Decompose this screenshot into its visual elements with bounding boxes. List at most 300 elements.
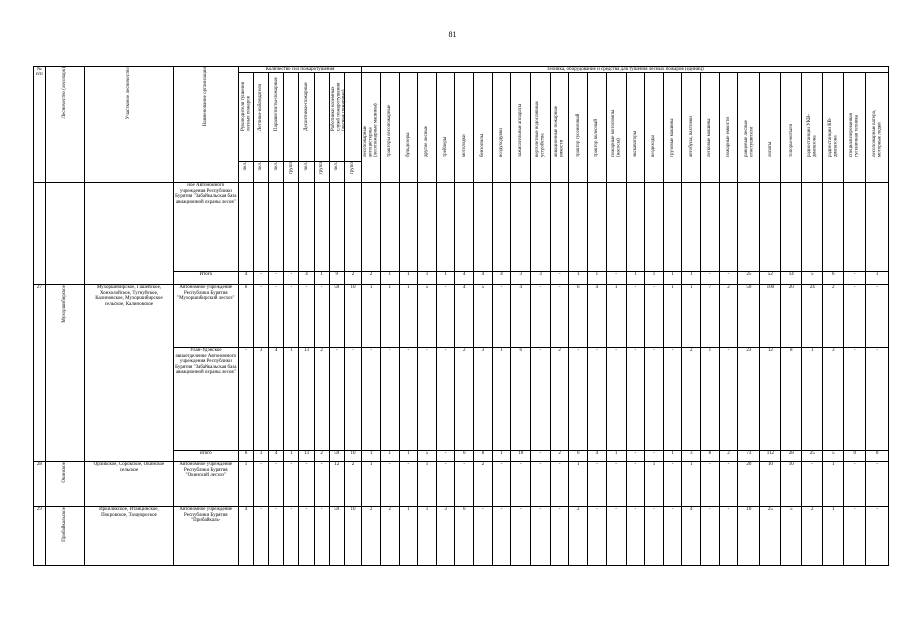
- value-cell: 1: [380, 285, 399, 348]
- value-cell: -: [329, 348, 344, 451]
- value-cell: -: [492, 507, 511, 566]
- header-unit: [269, 162, 284, 183]
- value-cell: -: [626, 285, 645, 348]
- header-num: [34, 67, 46, 183]
- value-cell: [626, 183, 645, 272]
- row-number: 28: [34, 462, 46, 507]
- header-district: [85, 67, 173, 183]
- header-unit: [254, 162, 269, 183]
- value-cell: -: [866, 348, 889, 451]
- header-equipment-col-text: топоры-мотыги: [788, 123, 794, 157]
- value-cell: 1: [492, 348, 511, 451]
- value-cell: -: [284, 462, 299, 507]
- header-equipment-col-text: вездеходы: [651, 135, 657, 157]
- value-cell: 10: [738, 507, 760, 566]
- header-equipment-col: [569, 73, 588, 183]
- header-equipment-col: [738, 73, 760, 183]
- value-cell: 1: [380, 451, 399, 462]
- value-cell: -: [645, 451, 664, 462]
- header-equipment-col: [455, 73, 474, 183]
- value-cell: [588, 183, 607, 272]
- value-cell: 25: [760, 507, 781, 566]
- value-cell: 1: [663, 285, 682, 348]
- value-cell: 3: [531, 272, 551, 285]
- value-cell: 24: [802, 285, 823, 348]
- value-cell: [738, 183, 760, 272]
- value-cell: 1: [399, 451, 418, 462]
- value-cell: 3: [682, 451, 701, 462]
- header-equipment-col: [588, 73, 607, 183]
- header-equipment-col-text: бульдозеры: [405, 132, 411, 157]
- value-cell: [550, 183, 569, 272]
- value-cell: [474, 183, 493, 272]
- value-cell: 4: [492, 272, 511, 285]
- value-cell: 1: [380, 272, 399, 285]
- header-force-col: [269, 73, 284, 162]
- value-cell: -: [299, 507, 314, 566]
- header-equipment-col-text: специализированная гусеничная техника: [849, 112, 860, 157]
- value-cell: -: [645, 348, 664, 451]
- value-cell: 2: [314, 451, 329, 462]
- header-equipment-col-text: грузовые машины: [669, 118, 675, 157]
- district-cell: [85, 183, 173, 285]
- value-cell: [823, 183, 844, 272]
- value-cell: -: [645, 285, 664, 348]
- value-cell: 1: [663, 272, 682, 285]
- value-cell: [329, 183, 344, 272]
- header-equipment-col: [701, 73, 720, 183]
- value-cell: 6: [569, 451, 588, 462]
- header-equipment-col: [645, 73, 664, 183]
- forestry-name: Прибайкальское: [62, 507, 68, 543]
- header-equipment-col: [719, 73, 738, 183]
- value-cell: 1: [238, 462, 253, 507]
- value-cell: [314, 183, 329, 272]
- value-cell: [269, 183, 284, 272]
- value-cell: 1: [362, 285, 381, 348]
- header-forestry-text: Лесничество (лесопарк): [62, 67, 68, 119]
- value-cell: -: [719, 462, 738, 507]
- value-cell: -: [719, 348, 738, 451]
- value-cell: 2: [474, 462, 493, 507]
- value-cell: 2: [344, 462, 362, 507]
- header-force-col-text: Парашютисты-пожарные: [273, 77, 279, 132]
- header-equipment-col-text: трактор колесный: [594, 118, 600, 157]
- header-equipment-col: [492, 73, 511, 183]
- header-unit-text: чел.: [258, 162, 264, 171]
- header-equipment-col-text: ранцевые лесные огнетушители: [743, 120, 754, 157]
- value-cell: -: [626, 507, 645, 566]
- value-cell: [254, 183, 269, 272]
- value-cell: 6: [569, 285, 588, 348]
- value-cell: [284, 183, 299, 272]
- value-cell: 2: [802, 507, 823, 566]
- value-cell: -: [436, 462, 455, 507]
- value-cell: 20: [738, 462, 760, 507]
- value-cell: 4: [511, 285, 531, 348]
- value-cell: 4: [455, 285, 474, 348]
- district-cell: Мухоршибирское, Гашейское, Хонхолойское, Тугнуйское, Калиновское, Мухоршибирское сельское, Калиновское: [85, 285, 173, 462]
- value-cell: 4: [682, 507, 701, 566]
- value-cell: -: [511, 507, 531, 566]
- header-equipment-col: [399, 73, 418, 183]
- value-cell: -: [380, 462, 399, 507]
- value-cell: 8: [701, 451, 720, 462]
- value-cell: 10: [344, 507, 362, 566]
- header-equipment-col-text: автобусы, вахтовки: [688, 115, 694, 157]
- table-row: [34, 285, 889, 348]
- value-cell: -: [844, 507, 866, 566]
- value-cell: -: [531, 348, 551, 451]
- value-cell: 59: [329, 507, 344, 566]
- value-cell: 3: [436, 507, 455, 566]
- header-equipment-col: [682, 73, 701, 183]
- value-cell: 2: [314, 348, 329, 451]
- value-cell: -: [626, 462, 645, 507]
- value-cell: 1: [606, 285, 626, 348]
- value-cell: -: [362, 348, 381, 451]
- value-cell: 1: [663, 451, 682, 462]
- value-cell: 73: [738, 451, 760, 462]
- value-cell: 12: [760, 348, 781, 451]
- org-cell: Автономное учреждение Республики Бурятия "Окинский лесхоз": [173, 462, 238, 507]
- org-cell: Автономное учреждение Республики Бурятия "Прибайкаль-: [173, 507, 238, 566]
- value-cell: 1: [626, 272, 645, 285]
- forestry-cell: [45, 462, 85, 507]
- value-cell: 1: [314, 272, 329, 285]
- value-cell: -: [531, 462, 551, 507]
- value-cell: -: [844, 348, 866, 451]
- header-equipment-col: [844, 73, 866, 183]
- org-cell: Улан-Удэнское авиаотделение Автономного учреждения Республики Бурятия "Забайкальская база авиационной охраны лесов": [173, 348, 238, 451]
- header-equipment-col-text: тракторы лесопожарные: [387, 104, 393, 157]
- value-cell: 4: [474, 272, 493, 285]
- value-cell: 3: [254, 451, 269, 462]
- header-equipment-group-text: Техника, оборудование и средства для тушения лесных пожаров (единиц): [546, 67, 704, 72]
- value-cell: 8: [781, 348, 802, 451]
- value-cell: 3: [474, 348, 493, 451]
- value-cell: -: [284, 272, 299, 285]
- value-cell: 4: [269, 451, 284, 462]
- header-force-col: [284, 73, 299, 162]
- header-force-col: [299, 73, 314, 162]
- value-cell: 0: [844, 451, 866, 462]
- header-equipment-col-text: лопаты: [767, 141, 773, 157]
- value-cell: -: [550, 507, 569, 566]
- value-cell: -: [284, 507, 299, 566]
- header-unit: [344, 162, 362, 183]
- value-cell: 2: [362, 272, 381, 285]
- value-cell: 1: [823, 462, 844, 507]
- header-equipment-col: [802, 73, 823, 183]
- org-cell: ное Автономного учреждения Республики Бурятия "Забайкальская база авиационной охраны лесов": [173, 183, 238, 272]
- value-cell: 3: [254, 348, 269, 451]
- forestry-name: Окинское: [62, 462, 68, 483]
- value-cell: [866, 183, 889, 272]
- value-cell: [844, 183, 866, 272]
- value-cell: [455, 183, 474, 272]
- header-equipment-col: [760, 73, 781, 183]
- value-cell: 1: [682, 272, 701, 285]
- value-cell: [569, 183, 588, 272]
- value-cell: -: [269, 272, 284, 285]
- value-cell: 5: [418, 285, 437, 348]
- header-equipment-col-text: пожарные мотопомпы (насосы): [610, 109, 622, 157]
- value-cell: 50: [738, 285, 760, 348]
- value-cell: 1: [399, 272, 418, 285]
- value-cell: -: [719, 507, 738, 566]
- header-unit: [284, 162, 299, 183]
- value-cell: 14: [781, 272, 802, 285]
- value-cell: -: [399, 348, 418, 451]
- value-cell: -: [550, 272, 569, 285]
- value-cell: -: [314, 462, 329, 507]
- value-cell: 4: [238, 272, 253, 285]
- row-number: 29: [34, 507, 46, 566]
- value-cell: 1: [701, 348, 720, 451]
- header-equipment-col: [606, 73, 626, 183]
- value-cell: [511, 183, 531, 272]
- value-cell: 1: [436, 272, 455, 285]
- value-cell: -: [606, 348, 626, 451]
- value-cell: 25: [802, 451, 823, 462]
- value-cell: 1: [284, 451, 299, 462]
- value-cell: [719, 183, 738, 272]
- value-cell: -: [844, 272, 866, 285]
- value-cell: [531, 183, 551, 272]
- value-cell: -: [455, 462, 474, 507]
- value-cell: -: [238, 348, 253, 451]
- value-cell: -: [626, 348, 645, 451]
- value-cell: -: [436, 348, 455, 451]
- header-equipment-col: [474, 73, 493, 183]
- header-equipment-col-text: авиационные пожарные емкости: [554, 105, 565, 157]
- value-cell: 4: [588, 285, 607, 348]
- value-cell: 4: [299, 272, 314, 285]
- header-equipment-col-text: лесопожарные автоцистерны (лесопожарные машины): [363, 103, 379, 157]
- value-cell: [399, 183, 418, 272]
- value-cell: -: [550, 285, 569, 348]
- value-cell: 6: [455, 507, 474, 566]
- value-cell: 1: [284, 348, 299, 451]
- header-equipment-col-text: экскаваторы: [632, 130, 638, 157]
- value-cell: 6: [823, 272, 844, 285]
- value-cell: -: [474, 507, 493, 566]
- header-force-col: [344, 73, 362, 162]
- value-cell: -: [531, 285, 551, 348]
- value-cell: -: [269, 462, 284, 507]
- header-force-col: [238, 73, 253, 162]
- header-force-col-text: Десантники-пожарные: [303, 82, 309, 132]
- value-cell: -: [314, 285, 329, 348]
- value-cell: [645, 183, 664, 272]
- value-cell: [781, 183, 802, 272]
- value-cell: -: [844, 285, 866, 348]
- value-cell: -: [299, 462, 314, 507]
- value-cell: 2: [455, 348, 474, 451]
- value-cell: 6: [238, 285, 253, 348]
- value-cell: 2: [719, 451, 738, 462]
- value-cell: 5: [802, 272, 823, 285]
- header-force-col: [329, 73, 347, 162]
- value-cell: -: [569, 348, 588, 451]
- value-cell: 23: [738, 348, 760, 451]
- value-cell: 13: [299, 348, 314, 451]
- table-row: [34, 462, 889, 507]
- value-cell: -: [418, 348, 437, 451]
- value-cell: 7: [701, 285, 720, 348]
- value-cell: -: [588, 507, 607, 566]
- value-cell: 2: [682, 348, 701, 451]
- value-cell: [436, 183, 455, 272]
- value-cell: -: [436, 451, 455, 462]
- value-cell: 10: [760, 462, 781, 507]
- value-cell: -: [380, 348, 399, 451]
- header-forestry: [45, 67, 85, 183]
- value-cell: -: [701, 507, 720, 566]
- header-unit-text: чел.: [273, 162, 279, 171]
- value-cell: 1: [492, 451, 511, 462]
- value-cell: [606, 183, 626, 272]
- value-cell: 0: [866, 451, 889, 462]
- header-equipment-col-text: легковые машины: [707, 118, 713, 157]
- header-equipment-col: [866, 73, 889, 183]
- value-cell: 5: [823, 451, 844, 462]
- fire-forces-table: [33, 66, 889, 566]
- value-cell: -: [254, 272, 269, 285]
- value-cell: 1: [682, 462, 701, 507]
- value-cell: 4: [269, 348, 284, 451]
- value-cell: -: [531, 507, 551, 566]
- header-unit: [329, 162, 344, 183]
- value-cell: 6: [511, 348, 531, 451]
- value-cell: -: [606, 507, 626, 566]
- value-cell: 59: [329, 451, 344, 462]
- header-equipment-col-text: зажигательные аппараты: [518, 103, 524, 157]
- value-cell: -: [663, 462, 682, 507]
- header-equipment-col-text: трактор гусеничный: [575, 113, 581, 157]
- value-cell: -: [663, 507, 682, 566]
- value-cell: 3: [511, 272, 531, 285]
- value-cell: [682, 183, 701, 272]
- value-cell: -: [344, 348, 362, 451]
- value-cell: -: [802, 462, 823, 507]
- value-cell: 10: [781, 462, 802, 507]
- value-cell: [701, 183, 720, 272]
- value-cell: -: [606, 462, 626, 507]
- value-cell: 112: [760, 451, 781, 462]
- value-cell: 1: [418, 507, 437, 566]
- value-cell: 2: [719, 285, 738, 348]
- value-cell: 59: [329, 285, 344, 348]
- value-cell: 25: [738, 272, 760, 285]
- org-cell: итого: [173, 451, 238, 462]
- value-cell: -: [254, 285, 269, 348]
- value-cell: -: [588, 462, 607, 507]
- value-cell: [344, 183, 362, 272]
- header-equipment-col-text: другие лесные: [424, 125, 430, 157]
- value-cell: -: [531, 451, 551, 462]
- value-cell: 2: [823, 285, 844, 348]
- header-equipment-col: [550, 73, 569, 183]
- value-cell: [492, 183, 511, 272]
- value-cell: -: [492, 462, 511, 507]
- value-cell: 1: [823, 507, 844, 566]
- value-cell: [238, 183, 253, 272]
- district-cell: Орликское, Сорокское, Окинское сельское: [85, 462, 173, 507]
- value-cell: -: [511, 462, 531, 507]
- value-cell: 1: [418, 272, 437, 285]
- value-cell: 1: [588, 272, 607, 285]
- value-cell: 9: [329, 272, 344, 285]
- value-cell: 4: [588, 451, 607, 462]
- value-cell: -: [701, 272, 720, 285]
- value-cell: 2: [569, 507, 588, 566]
- forestry-name: Мухоршибирское: [62, 285, 68, 323]
- value-cell: 5: [418, 451, 437, 462]
- header-equipment-col-text: радиостанции УКВ-диапазона: [807, 113, 818, 157]
- header-equipment-col-text: лесопожарные катера, моторные лодки: [871, 109, 883, 157]
- value-cell: 13: [299, 451, 314, 462]
- value-cell: 8: [474, 451, 493, 462]
- value-cell: -: [663, 348, 682, 451]
- value-cell: 1: [569, 272, 588, 285]
- row-number: 27: [34, 285, 46, 462]
- header-unit-text: групп: [350, 162, 356, 175]
- value-cell: 10: [344, 451, 362, 462]
- value-cell: 1: [645, 462, 664, 507]
- row-number: [34, 183, 46, 285]
- header-equipment-col: [511, 73, 531, 183]
- value-cell: [380, 183, 399, 272]
- header-equipment-col-text: мотолодки: [461, 134, 467, 157]
- header-unit-text: чел.: [334, 162, 340, 171]
- org-cell: Автономное учреждение Республики Бурятия "Мухоршибирский лесхоз": [173, 285, 238, 348]
- page-number: 81: [448, 30, 457, 39]
- header-equipment-col-text: бензопилы: [480, 133, 486, 157]
- header-equipment-col: [362, 73, 381, 183]
- value-cell: 10: [511, 451, 531, 462]
- value-cell: 2: [550, 348, 569, 451]
- value-cell: 4: [238, 507, 253, 566]
- value-cell: -: [314, 507, 329, 566]
- value-cell: [663, 183, 682, 272]
- value-cell: 1: [645, 272, 664, 285]
- value-cell: 3: [823, 348, 844, 451]
- value-cell: -: [866, 507, 889, 566]
- header-equipment-col-text: пожарные емкости: [725, 116, 731, 157]
- header-equipment-col: [663, 73, 682, 183]
- value-cell: [418, 183, 437, 272]
- value-cell: 5: [781, 507, 802, 566]
- value-cell: [760, 183, 781, 272]
- forestry-cell: [45, 183, 85, 285]
- header-district-text: Участковое лесничество: [126, 67, 132, 120]
- header-force-col-text: Летчики-наблюдатели: [258, 84, 264, 132]
- value-cell: 1: [362, 462, 381, 507]
- value-cell: 5: [474, 285, 493, 348]
- value-cell: -: [866, 462, 889, 507]
- value-cell: -: [492, 285, 511, 348]
- value-cell: 1: [362, 451, 381, 462]
- header-equipment-col: [531, 73, 551, 183]
- header-unit: [299, 162, 314, 183]
- value-cell: -: [269, 285, 284, 348]
- value-cell: 2: [362, 507, 381, 566]
- header-unit-text: групп: [318, 162, 324, 175]
- value-cell: 4: [455, 272, 474, 285]
- header-unit-text: чел.: [243, 162, 249, 171]
